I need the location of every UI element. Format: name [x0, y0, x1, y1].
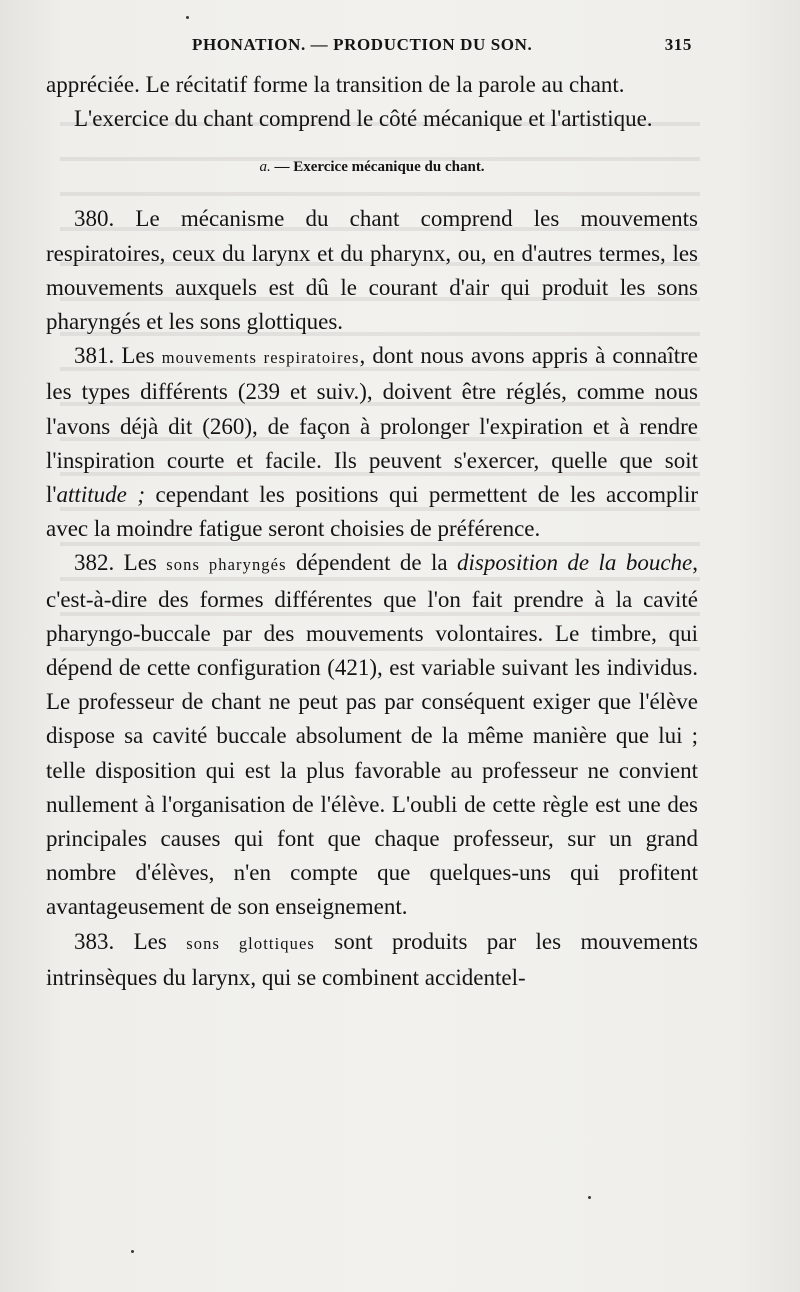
- section-heading: [46, 156, 698, 178]
- paragraph-text: cependant les positions qui permettent de les accomplir avec la moindre fatigue seront choisies de préférence.: [46, 482, 698, 542]
- paragraph-exercise-intro: L'exercice du chant comprend le côté mécanique et l'artistique.: [74, 106, 653, 132]
- paragraph-382: [46, 546, 698, 924]
- page-body: [46, 68, 698, 995]
- paragraph-continued: appréciée. Le récitatif forme la transition de la parole au chant.: [46, 72, 625, 97]
- paragraph-lead: Les: [114, 343, 162, 369]
- paragraph-text: sont produits par les mouvements intrinsèques du larynx, qui se combinent accidentel-: [46, 928, 698, 990]
- ink-speck: [588, 1196, 591, 1199]
- paragraph-381: [46, 339, 698, 546]
- running-header: [46, 31, 698, 59]
- paragraph-number: 380.: [74, 206, 115, 232]
- ink-speck: [131, 1250, 134, 1253]
- running-title: PHONATION. — PRODUCTION DU SON.: [192, 35, 533, 54]
- small-caps-term: sons pharyngés: [166, 555, 287, 575]
- ink-speck: [186, 16, 189, 19]
- paragraph-lead: Les: [114, 550, 167, 576]
- italic-emphasis: disposition de la bouche: [457, 550, 693, 576]
- paragraph-text: , dont nous avons appris à connaître les types différents (239 et suiv.), doivent être réglés, comme nous l'avons déjà dit (260), de façon à prolonger l'expiration et à rendre l'inspiration courte et facile. Ils peuvent s'exercer, quelle que soit l': [46, 343, 698, 508]
- paragraph-number: 382.: [74, 550, 115, 576]
- paragraph-383: [46, 925, 698, 995]
- paragraph-text: Le mécanisme du chant comprend les mouvements respiratoires, ceux du larynx et du pharynx, ou, en d'autres termes, les mouvements auxquels est dû le courant d'air qui produit les sons pharyngés et les sons glottiques.: [46, 206, 698, 335]
- paragraph-380: [46, 202, 698, 339]
- paragraph-text: dépendent de la: [286, 550, 458, 576]
- paragraph-number: 383.: [74, 928, 115, 954]
- italic-emphasis: attitude ;: [56, 482, 145, 508]
- small-caps-term: sons glottiques: [186, 933, 315, 953]
- paragraph-number: 381.: [74, 343, 115, 369]
- section-letter: a.: [259, 159, 271, 176]
- section-title: — Exercice mécanique du chant.: [274, 159, 485, 176]
- small-caps-term: mouvements respiratoires: [161, 348, 360, 368]
- page-number: 315: [664, 35, 692, 54]
- paragraph-lead: Les: [114, 928, 187, 954]
- paragraph-text: , c'est-à-dire des formes différentes que l'on fait prendre à la cavité pharyngo-buccale par des mouvements volontaires. Le timbre, qui dépend de cette configuration (421), est variable suivant les individus. Le professeur de chant ne peut pas par conséquent exiger que l'élève dispose sa cavité buccale absolument de la même manière que lui ; telle disposition qui est la plus favorable au professeur ne convient nullement à l'organisation de l'élève. L'oubli de cette règle est une des principales causes qui font que chaque professeur, sur un grand nombre d'élèves, n'en compte que quelques-uns qui profitent avantageusement de son enseignement.: [46, 550, 698, 920]
